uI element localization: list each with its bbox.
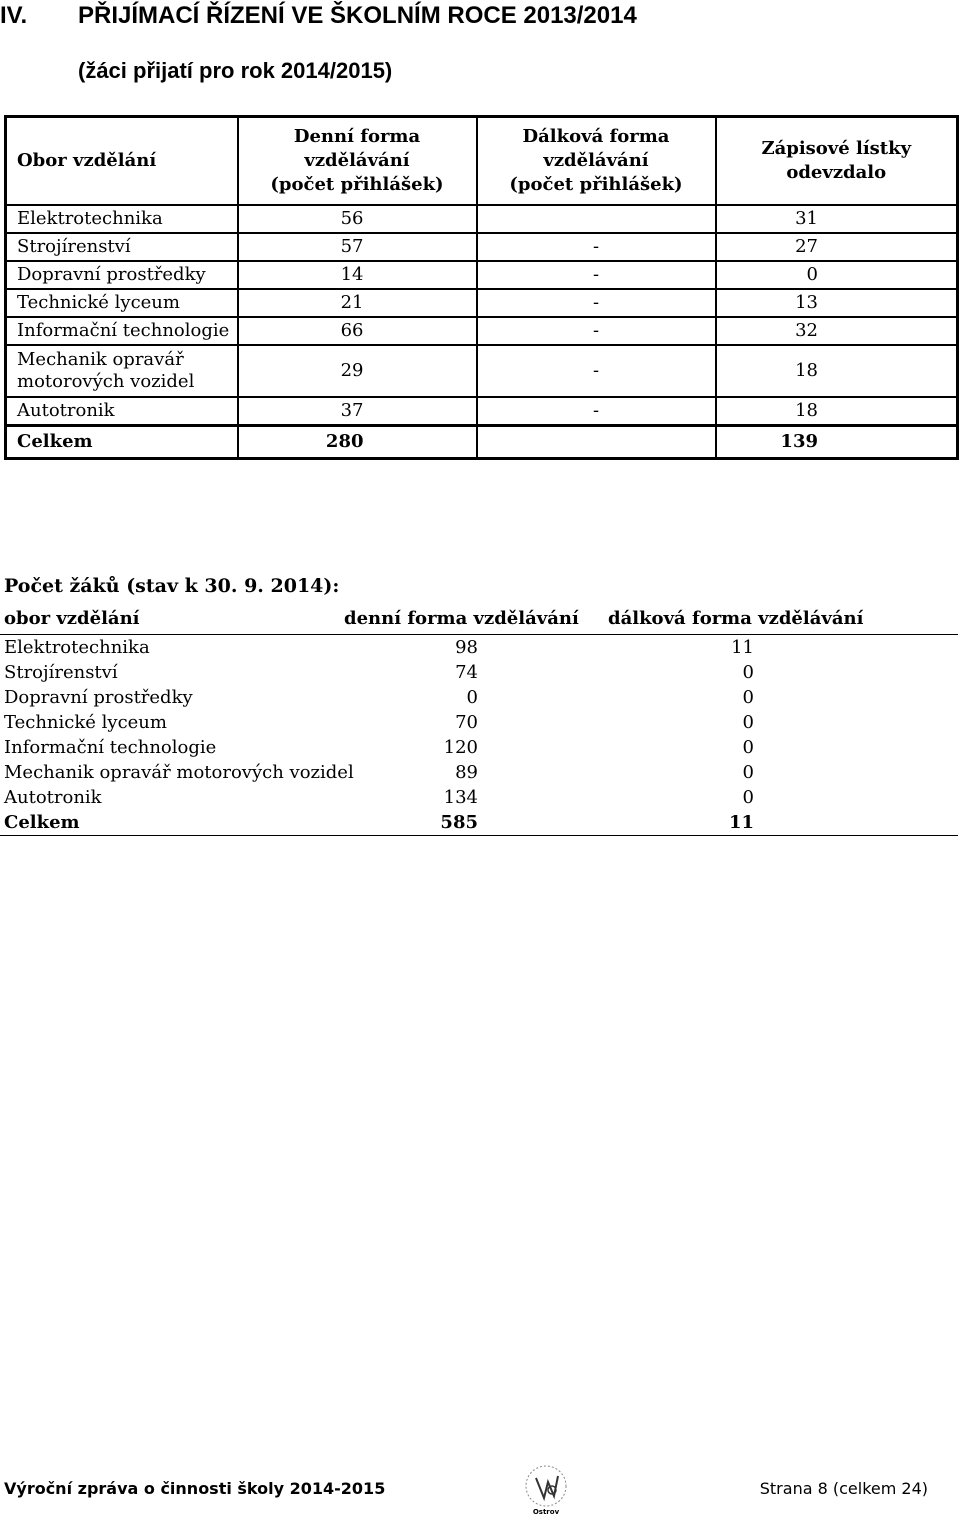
table-row (0, 760, 958, 785)
cell-distance: 0 (742, 737, 754, 758)
header-day-form: denní forma vzdělávání (340, 606, 604, 635)
table-row (0, 735, 958, 760)
cell-day: 57 (238, 233, 477, 261)
cell-total-distance: 11 (604, 810, 958, 836)
cell-day: 134 (443, 787, 478, 808)
cell-distance: - (477, 397, 716, 426)
cell-total-label: Celkem (6, 426, 238, 459)
header-field: Obor vzdělání (6, 117, 238, 206)
table-row (0, 635, 958, 661)
cell-day: 120 (443, 737, 478, 758)
cell-total-day: 280 (238, 426, 477, 459)
cell-distance: - (477, 317, 716, 345)
cell-distance: 11 (731, 637, 754, 658)
logo-text: Ostrov (532, 1508, 560, 1516)
table-total-row (6, 426, 958, 459)
cell-day: 29 (238, 345, 477, 397)
header-cards-line2: odevzdalo (786, 162, 887, 183)
cell-field: Elektrotechnika (4, 637, 150, 658)
cell-distance: - (477, 261, 716, 289)
cell-cards: 0 (716, 261, 958, 289)
cell-field-line2: motorových vozidel (17, 371, 195, 392)
cell-distance: - (477, 289, 716, 317)
cell-day: 56 (238, 205, 477, 233)
section-number: IV. (0, 2, 28, 29)
table-row (6, 205, 958, 233)
table-total-row (0, 810, 958, 836)
cell-field: Technické lyceum (4, 712, 167, 733)
header-distance-line2: vzdělávání (543, 150, 649, 171)
cell-field: Autotronik (4, 787, 102, 808)
cell-field: Technické lyceum (6, 289, 238, 317)
table-row (0, 710, 958, 735)
table-row (6, 397, 958, 426)
table-row (0, 660, 958, 685)
cell-field: Mechanik opravář motorových vozidel (4, 762, 354, 783)
header-cards (716, 117, 958, 206)
footer-page-number: Strana 8 (celkem 24) (759, 1479, 928, 1498)
section-subtitle: (žáci přijatí pro rok 2014/2015) (78, 58, 393, 83)
cell-cards: 31 (716, 205, 958, 233)
cell-total-day: 585 (340, 810, 604, 836)
header-day-form (238, 117, 477, 206)
applications-table (4, 115, 959, 460)
cell-distance: 0 (742, 687, 754, 708)
header-field: obor vzdělání (0, 606, 340, 635)
table-header-row (6, 117, 958, 206)
pupils-table (0, 606, 958, 836)
table-row (6, 317, 958, 345)
table-row (6, 345, 958, 397)
cell-distance: 0 (742, 762, 754, 783)
header-distance-line3: (počet přihlášek) (509, 174, 683, 195)
cell-day: 0 (466, 687, 478, 708)
cell-distance: 0 (742, 662, 754, 683)
section-heading (0, 2, 637, 30)
cell-field: Dopravní prostředky (6, 261, 238, 289)
cell-field: Strojírenství (6, 233, 238, 261)
cell-field: Autotronik (6, 397, 238, 426)
cell-cards: 32 (716, 317, 958, 345)
cell-field: Dopravní prostředky (4, 687, 193, 708)
cell-distance: - (477, 345, 716, 397)
section-title: PŘIJÍMACÍ ŘÍZENÍ VE ŠKOLNÍM ROCE 2013/2014 (78, 2, 637, 29)
cell-day: 66 (238, 317, 477, 345)
cell-cards: 18 (716, 345, 958, 397)
cell-field: Strojírenství (4, 662, 118, 683)
cell-field: Informační technologie (6, 317, 238, 345)
cell-cards: 18 (716, 397, 958, 426)
table-row (6, 289, 958, 317)
cell-day: 74 (455, 662, 478, 683)
cell-day: 14 (238, 261, 477, 289)
pupils-section-title: Počet žáků (stav k 30. 9. 2014): (4, 575, 340, 597)
cell-distance (477, 205, 716, 233)
header-day-line1: Denní forma (293, 126, 421, 147)
cell-distance: 0 (742, 712, 754, 733)
cell-total-label: Celkem (0, 810, 340, 836)
cell-distance: - (477, 233, 716, 261)
table-row (0, 785, 958, 810)
table-header-row (0, 606, 958, 635)
cell-field: Elektrotechnika (6, 205, 238, 233)
footer-report-title: Výroční zpráva o činnosti školy 2014-2015 (4, 1479, 386, 1498)
table-row (6, 233, 958, 261)
cell-day: 21 (238, 289, 477, 317)
cell-field (6, 345, 238, 397)
header-distance-form (477, 117, 716, 206)
cell-total-distance (477, 426, 716, 459)
school-logo-icon (518, 1460, 574, 1516)
cell-day: 89 (455, 762, 478, 783)
table-row (0, 685, 958, 710)
header-cards-line1: Zápisové lístky (761, 138, 912, 159)
cell-total-cards: 139 (716, 426, 958, 459)
cell-distance: 0 (742, 787, 754, 808)
cell-cards: 27 (716, 233, 958, 261)
header-day-line2: vzdělávání (304, 150, 410, 171)
cell-day: 37 (238, 397, 477, 426)
cell-day: 98 (455, 637, 478, 658)
table-row (6, 261, 958, 289)
header-distance-form: dálková forma vzdělávání (604, 606, 958, 635)
header-distance-line1: Dálková forma (522, 126, 670, 147)
header-day-line3: (počet přihlášek) (270, 174, 444, 195)
cell-cards: 13 (716, 289, 958, 317)
cell-field: Informační technologie (4, 737, 217, 758)
cell-field-line1: Mechanik opravář (17, 349, 184, 370)
cell-day: 70 (455, 712, 478, 733)
